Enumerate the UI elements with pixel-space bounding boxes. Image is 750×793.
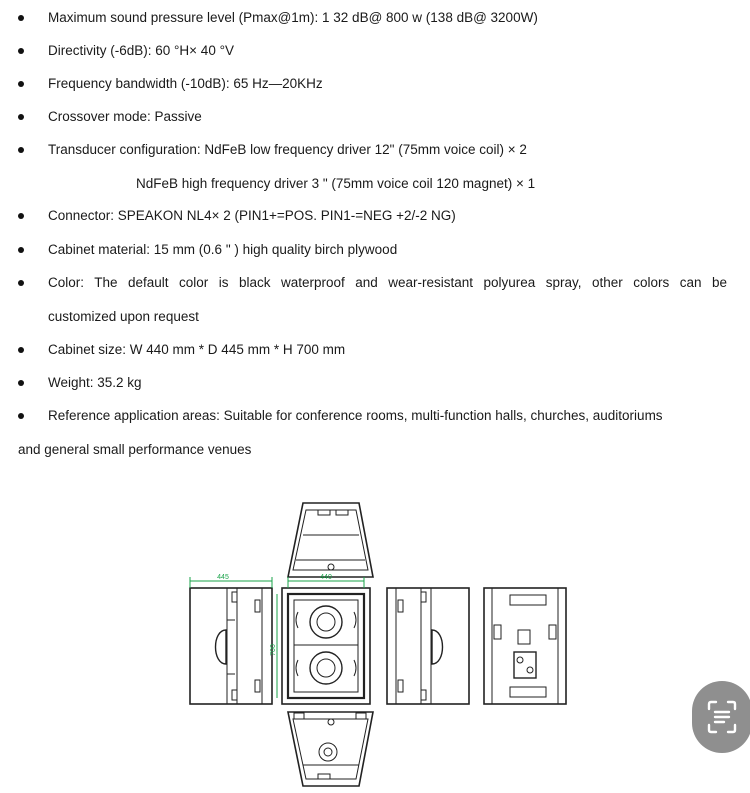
spec-text: Cabinet material: 15 mm (0.6 " ) high quality birch plywood <box>48 242 398 257</box>
spec-text: Reference application areas: Suitable for conference rooms, multi-function halls, churches, auditoriums <box>48 408 663 423</box>
bottom-view <box>288 712 373 786</box>
spec-text: Cabinet size: W 440 mm * D 445 mm * H 700 mm <box>48 342 346 357</box>
spec-continuation: customized upon request <box>48 309 199 324</box>
spec-text: Transducer configuration: NdFeB low frequency driver 12" (75mm voice coil) × 2 <box>48 142 527 157</box>
dimension-depth-label: 445 <box>217 574 229 581</box>
left-side-view <box>190 588 272 704</box>
spec-continuation: NdFeB high frequency driver 3 " (75mm voice coil 120 magnet) × 1 <box>136 176 536 191</box>
rear-view <box>484 588 566 704</box>
spec-text: Color: The default color is black waterproof and wear-resistant polyurea spray, other colors can be <box>48 275 727 290</box>
dimension-height-label: 700 <box>270 644 277 656</box>
spec-text: Crossover mode: Passive <box>48 109 202 124</box>
spec-text: Connector: SPEAKON NL4× 2 (PIN1+=POS. PIN1-=NEG +2/-2 NG) <box>48 208 456 223</box>
spec-text: Weight: 35.2 kg <box>48 375 142 390</box>
scan-text-button[interactable] <box>692 681 750 753</box>
dimension-width-label: 440 <box>320 574 332 581</box>
top-view <box>288 503 373 577</box>
spec-continuation: and general small performance venues <box>18 442 252 457</box>
right-side-view <box>387 588 469 704</box>
spec-text: Frequency bandwidth (-10dB): 65 Hz—20KHz <box>48 76 323 91</box>
front-view <box>282 588 370 704</box>
spec-text: Maximum sound pressure level (Pmax@1m): 1 32 dB@ 800 w (138 dB@ 3200W) <box>48 10 538 25</box>
scan-text-icon <box>706 699 738 735</box>
spec-text: Directivity (-6dB): 60 °H× 40 °V <box>48 43 234 58</box>
